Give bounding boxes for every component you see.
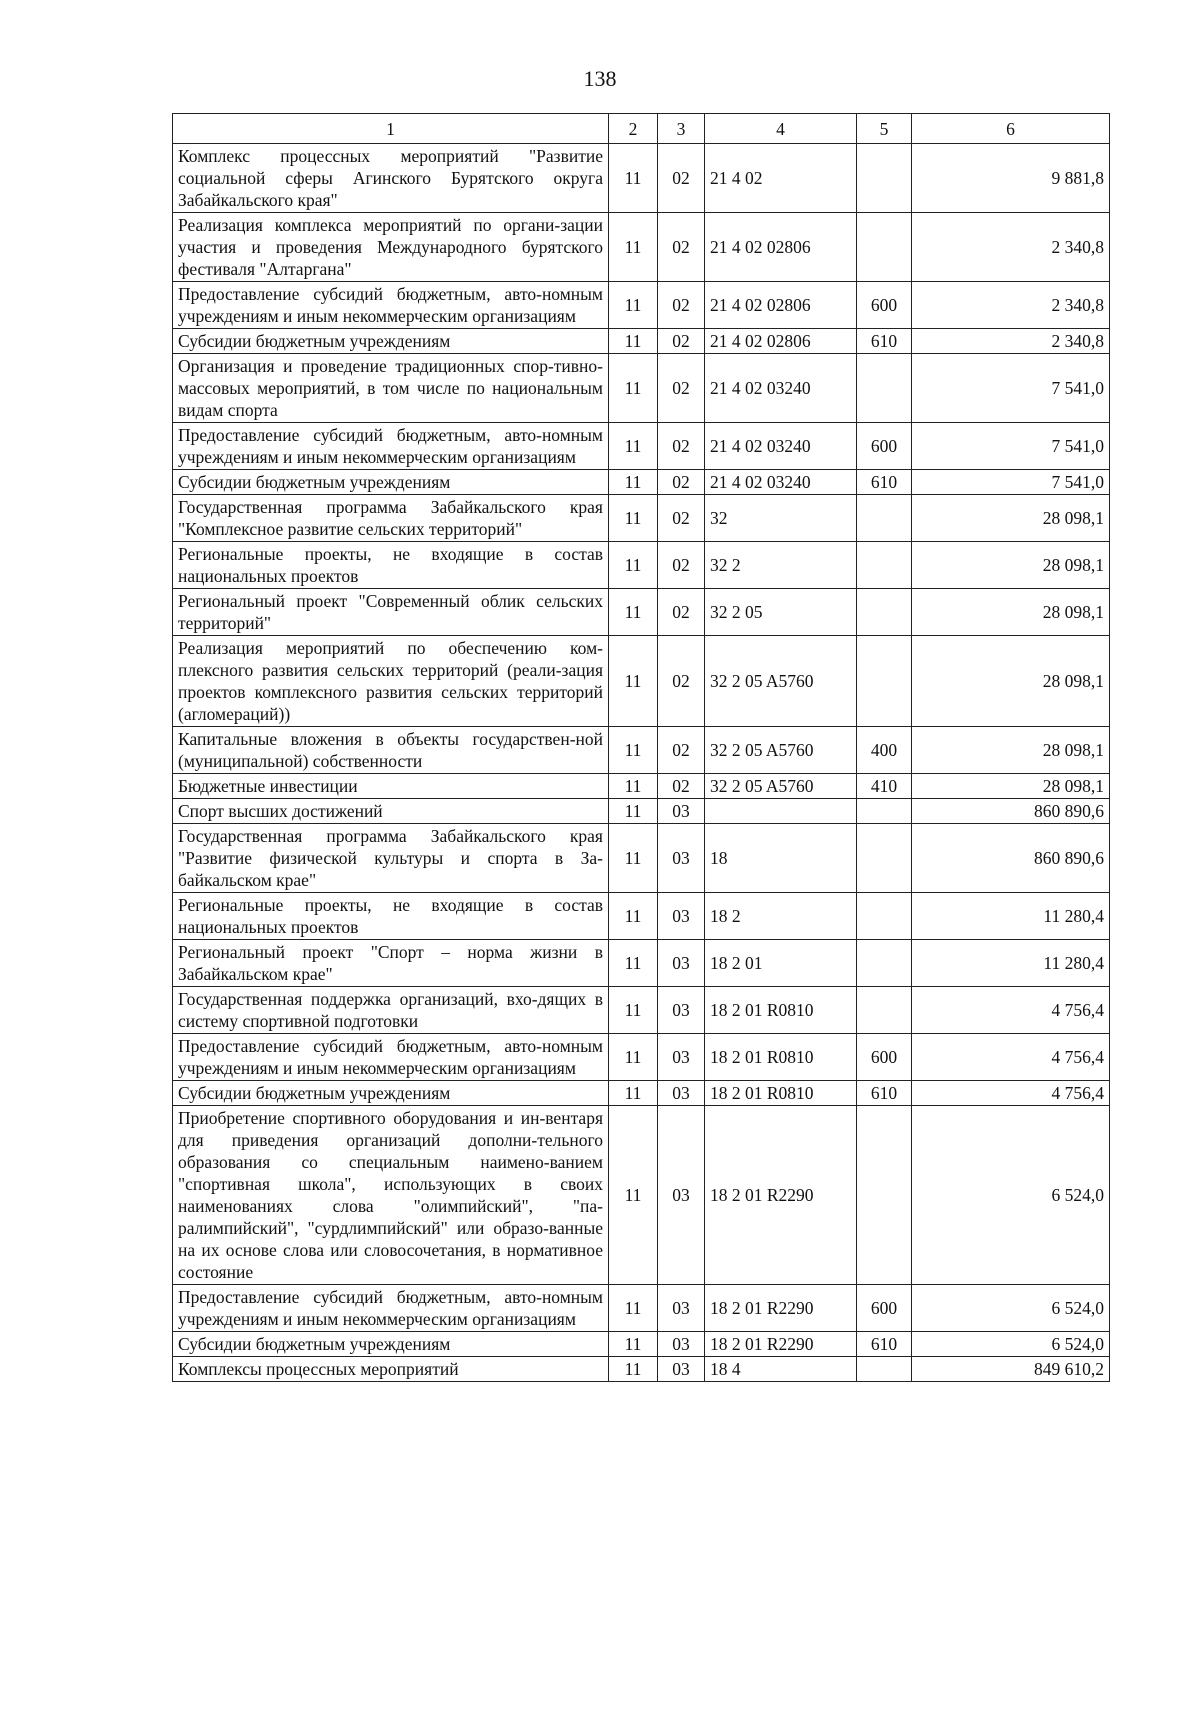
expense-type-code: 610 — [857, 1081, 912, 1106]
expense-type-code: 610 — [857, 470, 912, 495]
amount: 7 541,0 — [912, 423, 1110, 470]
table-row — [173, 1332, 1110, 1357]
amount: 6 524,0 — [912, 1332, 1110, 1357]
section-code: 11 — [609, 1106, 658, 1285]
column-header: 5 — [857, 114, 912, 144]
section-code: 11 — [609, 213, 658, 282]
subsection-code: 03 — [658, 893, 705, 940]
subsection-code: 02 — [658, 470, 705, 495]
item-name: Государственная поддержка организаций, вхо-дящих в систему спортивной подготовки — [173, 987, 609, 1034]
amount: 11 280,4 — [912, 893, 1110, 940]
item-name: Субсидии бюджетным учреждениям — [173, 1332, 609, 1357]
section-code: 11 — [609, 542, 658, 589]
expense-type-code — [857, 824, 912, 893]
item-name: Предоставление субсидий бюджетным, авто-номным учреждениям и иным некоммерческим организациям — [173, 1285, 609, 1332]
table-row — [173, 423, 1110, 470]
budget-table — [172, 113, 1110, 1382]
item-name: Предоставление субсидий бюджетным, авто-номным учреждениям и иным некоммерческим организациям — [173, 282, 609, 329]
table-row — [173, 799, 1110, 824]
amount: 11 280,4 — [912, 940, 1110, 987]
item-name: Комплексы процессных мероприятий — [173, 1357, 609, 1382]
expense-type-code — [857, 495, 912, 542]
amount: 28 098,1 — [912, 727, 1110, 774]
table-row — [173, 213, 1110, 282]
subsection-code: 02 — [658, 354, 705, 423]
table-row — [173, 282, 1110, 329]
expense-type-code: 600 — [857, 423, 912, 470]
item-name: Региональные проекты, не входящие в состав национальных проектов — [173, 893, 609, 940]
target-article-code: 32 2 05 A5760 — [705, 774, 857, 799]
item-name: Приобретение спортивного оборудования и ин-вентаря для приведения организаций дополни-тельного образования со специальным наимено-ванием "спортивная школа", использующих в своих наименованиях слова "олимпийский", "па-ралимпийский", "сурдлимпийский" или образо-ванные на их основе слова или словосочетания, в нормативное состояние — [173, 1106, 609, 1285]
table-row — [173, 329, 1110, 354]
item-name: Спорт высших достижений — [173, 799, 609, 824]
amount: 2 340,8 — [912, 329, 1110, 354]
expense-type-code: 600 — [857, 1285, 912, 1332]
expense-type-code — [857, 589, 912, 636]
item-name: Региональный проект "Спорт – норма жизни в Забайкальском крае" — [173, 940, 609, 987]
target-article-code: 18 2 01 R2290 — [705, 1332, 857, 1357]
target-article-code: 18 2 01 — [705, 940, 857, 987]
section-code: 11 — [609, 329, 658, 354]
amount: 860 890,6 — [912, 799, 1110, 824]
target-article-code: 21 4 02 02806 — [705, 213, 857, 282]
table-row — [173, 636, 1110, 727]
subsection-code: 02 — [658, 636, 705, 727]
target-article-code: 21 4 02 02806 — [705, 329, 857, 354]
subsection-code: 02 — [658, 542, 705, 589]
section-code: 11 — [609, 636, 658, 727]
column-header: 2 — [609, 114, 658, 144]
item-name: Субсидии бюджетным учреждениям — [173, 329, 609, 354]
section-code: 11 — [609, 495, 658, 542]
section-code: 11 — [609, 893, 658, 940]
item-name: Региональный проект "Современный облик сельских территорий" — [173, 589, 609, 636]
subsection-code: 02 — [658, 495, 705, 542]
subsection-code: 03 — [658, 1357, 705, 1382]
amount: 860 890,6 — [912, 824, 1110, 893]
subsection-code: 02 — [658, 727, 705, 774]
amount: 2 340,8 — [912, 213, 1110, 282]
table-row — [173, 1034, 1110, 1081]
amount: 28 098,1 — [912, 636, 1110, 727]
target-article-code: 18 2 01 R2290 — [705, 1106, 857, 1285]
expense-type-code — [857, 354, 912, 423]
subsection-code: 02 — [658, 589, 705, 636]
amount: 2 340,8 — [912, 282, 1110, 329]
amount: 7 541,0 — [912, 470, 1110, 495]
expense-type-code — [857, 144, 912, 213]
table-row — [173, 1106, 1110, 1285]
subsection-code: 03 — [658, 940, 705, 987]
amount: 849 610,2 — [912, 1357, 1110, 1382]
section-code: 11 — [609, 423, 658, 470]
table-row — [173, 470, 1110, 495]
section-code: 11 — [609, 1081, 658, 1106]
expense-type-code: 600 — [857, 282, 912, 329]
amount: 28 098,1 — [912, 589, 1110, 636]
target-article-code: 18 — [705, 824, 857, 893]
table-row — [173, 940, 1110, 987]
section-code: 11 — [609, 589, 658, 636]
target-article-code: 21 4 02 — [705, 144, 857, 213]
item-name: Предоставление субсидий бюджетным, авто-номным учреждениям и иным некоммерческим организациям — [173, 423, 609, 470]
section-code: 11 — [609, 1357, 658, 1382]
table-row — [173, 354, 1110, 423]
expense-type-code — [857, 940, 912, 987]
subsection-code: 03 — [658, 1081, 705, 1106]
subsection-code: 03 — [658, 1106, 705, 1285]
section-code: 11 — [609, 774, 658, 799]
item-name: Государственная программа Забайкальского края "Комплексное развитие сельских территорий" — [173, 495, 609, 542]
section-code: 11 — [609, 987, 658, 1034]
expense-type-code — [857, 1106, 912, 1285]
column-header: 6 — [912, 114, 1110, 144]
section-code: 11 — [609, 282, 658, 329]
target-article-code: 32 2 05 A5760 — [705, 727, 857, 774]
table-body — [173, 144, 1110, 1382]
section-code: 11 — [609, 1332, 658, 1357]
table-row — [173, 987, 1110, 1034]
subsection-code: 02 — [658, 282, 705, 329]
table-row — [173, 1285, 1110, 1332]
amount: 9 881,8 — [912, 144, 1110, 213]
table-row — [173, 1357, 1110, 1382]
table-row — [173, 727, 1110, 774]
subsection-code: 02 — [658, 423, 705, 470]
subsection-code: 03 — [658, 1332, 705, 1357]
target-article-code: 32 — [705, 495, 857, 542]
expense-type-code — [857, 542, 912, 589]
table-row — [173, 589, 1110, 636]
section-code: 11 — [609, 1285, 658, 1332]
subsection-code: 02 — [658, 213, 705, 282]
column-header: 1 — [173, 114, 609, 144]
item-name: Субсидии бюджетным учреждениям — [173, 470, 609, 495]
expense-type-code: 410 — [857, 774, 912, 799]
target-article-code: 32 2 — [705, 542, 857, 589]
amount: 28 098,1 — [912, 542, 1110, 589]
header-row — [173, 114, 1110, 144]
target-article-code: 18 2 01 R0810 — [705, 1081, 857, 1106]
item-name: Организация и проведение традиционных спор-тивно-массовых мероприятий, в том числе по национальным видам спорта — [173, 354, 609, 423]
amount: 4 756,4 — [912, 987, 1110, 1034]
expense-type-code: 600 — [857, 1034, 912, 1081]
item-name: Предоставление субсидий бюджетным, авто-номным учреждениям и иным некоммерческим организациям — [173, 1034, 609, 1081]
target-article-code: 21 4 02 02806 — [705, 282, 857, 329]
subsection-code: 03 — [658, 1285, 705, 1332]
target-article-code: 18 4 — [705, 1357, 857, 1382]
subsection-code: 03 — [658, 987, 705, 1034]
subsection-code: 03 — [658, 824, 705, 893]
target-article-code: 21 4 02 03240 — [705, 423, 857, 470]
section-code: 11 — [609, 940, 658, 987]
amount: 4 756,4 — [912, 1034, 1110, 1081]
expense-type-code — [857, 987, 912, 1034]
item-name: Государственная программа Забайкальского края "Развитие физической культуры и спорта в За-байкальском крае" — [173, 824, 609, 893]
target-article-code: 32 2 05 — [705, 589, 857, 636]
item-name: Региональные проекты, не входящие в состав национальных проектов — [173, 542, 609, 589]
table-row — [173, 774, 1110, 799]
target-article-code: 21 4 02 03240 — [705, 470, 857, 495]
expense-type-code: 610 — [857, 1332, 912, 1357]
target-article-code: 18 2 01 R2290 — [705, 1285, 857, 1332]
amount: 4 756,4 — [912, 1081, 1110, 1106]
column-header: 3 — [658, 114, 705, 144]
target-article-code: 18 2 01 R0810 — [705, 1034, 857, 1081]
item-name: Капитальные вложения в объекты государствен-ной (муниципальной) собственности — [173, 727, 609, 774]
expense-type-code — [857, 213, 912, 282]
item-name: Комплекс процессных мероприятий "Развитие социальной сферы Агинского Бурятского округа Забайкальского края" — [173, 144, 609, 213]
amount: 28 098,1 — [912, 774, 1110, 799]
item-name: Субсидии бюджетным учреждениям — [173, 1081, 609, 1106]
item-name: Бюджетные инвестиции — [173, 774, 609, 799]
table-row — [173, 1081, 1110, 1106]
amount: 7 541,0 — [912, 354, 1110, 423]
page-number: 138 — [583, 66, 617, 91]
subsection-code: 02 — [658, 144, 705, 213]
target-article-code: 32 2 05 A5760 — [705, 636, 857, 727]
expense-type-code — [857, 893, 912, 940]
target-article-code: 21 4 02 03240 — [705, 354, 857, 423]
item-name: Реализация комплекса мероприятий по органи-зации участия и проведения Международного бурятского фестиваля "Алтаргана" — [173, 213, 609, 282]
section-code: 11 — [609, 470, 658, 495]
subsection-code: 03 — [658, 799, 705, 824]
expense-type-code — [857, 799, 912, 824]
amount: 6 524,0 — [912, 1285, 1110, 1332]
target-article-code: 18 2 01 R0810 — [705, 987, 857, 1034]
table-row — [173, 893, 1110, 940]
item-name: Реализация мероприятий по обеспечению ком-плексного развития сельских территорий (реали-зация проектов комплексного развития сельских территорий (агломераций)) — [173, 636, 609, 727]
section-code: 11 — [609, 354, 658, 423]
section-code: 11 — [609, 824, 658, 893]
amount: 6 524,0 — [912, 1106, 1110, 1285]
column-header: 4 — [705, 114, 857, 144]
table-row — [173, 144, 1110, 213]
table-row — [173, 824, 1110, 893]
table-row — [173, 495, 1110, 542]
expense-type-code: 610 — [857, 329, 912, 354]
amount: 28 098,1 — [912, 495, 1110, 542]
target-article-code — [705, 799, 857, 824]
expense-type-code — [857, 636, 912, 727]
section-code: 11 — [609, 144, 658, 213]
subsection-code: 02 — [658, 329, 705, 354]
target-article-code: 18 2 — [705, 893, 857, 940]
expense-type-code — [857, 1357, 912, 1382]
section-code: 11 — [609, 1034, 658, 1081]
table-row — [173, 542, 1110, 589]
expense-type-code: 400 — [857, 727, 912, 774]
subsection-code: 02 — [658, 774, 705, 799]
section-code: 11 — [609, 727, 658, 774]
subsection-code: 03 — [658, 1034, 705, 1081]
section-code: 11 — [609, 799, 658, 824]
